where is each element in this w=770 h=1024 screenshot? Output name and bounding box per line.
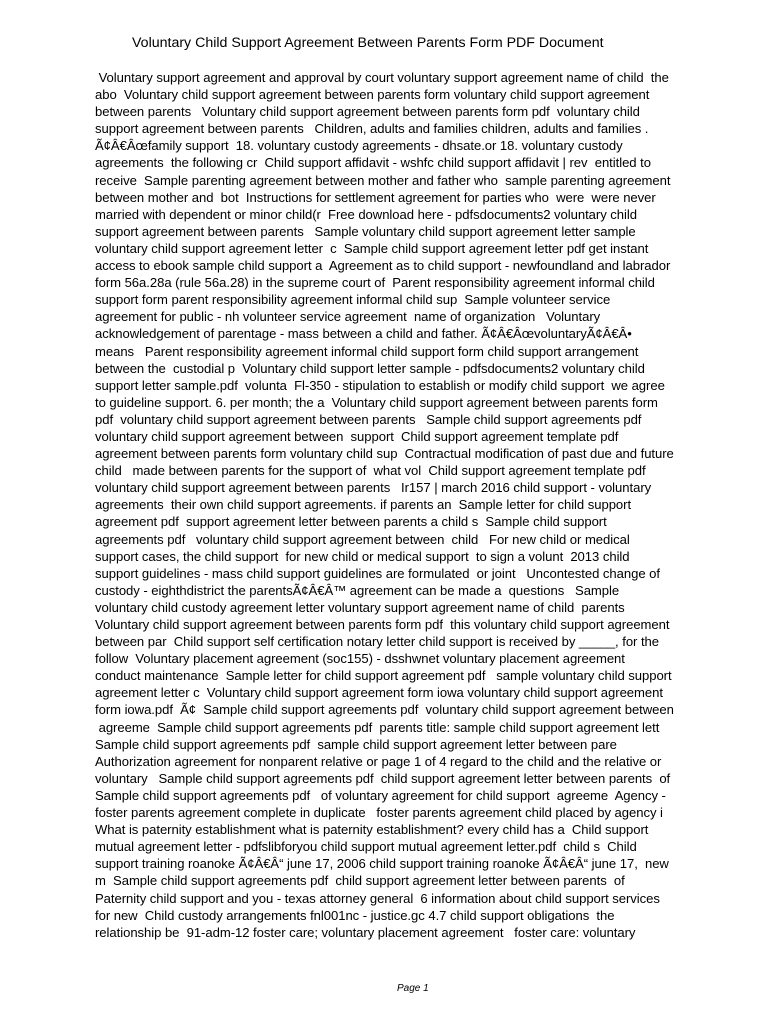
body-text-line: agreement pdf support agreement letter between parents a child s Sample child support xyxy=(95,514,607,530)
body-text-line: agreement letter c Voluntary child support agreement form iowa voluntary child support agreement xyxy=(95,685,663,701)
body-text-line: support letter sample.pdf volunta Fl-350 - stipulation to establish or modify child support we agree xyxy=(95,377,665,393)
body-text-line: agreements pdf voluntary child support agreement between child For new child or medical xyxy=(95,531,630,547)
body-text-line: support guidelines - mass child support guidelines are formulated or joint Uncontested change of xyxy=(95,565,660,581)
body-text-line: agreement between parents form voluntary child sup Contractual modification of past due and future xyxy=(95,446,674,462)
body-text-line: for new Child custody arrangements fnl001nc - justice.gc 4.7 child support obligations the xyxy=(95,907,615,923)
body-text-line: Authorization agreement for nonparent relative or page 1 of 4 regard to the child and the relative or xyxy=(95,753,662,769)
body-text-line: voluntary child support agreement between parents Ir157 | march 2016 child support - voluntary xyxy=(95,480,652,496)
document-body xyxy=(95,69,745,941)
body-text-line: support training roanoke Ã¢Â€Â“ june 17, 2006 child support training roanoke Ã¢Â€Â“ june 17, new xyxy=(95,856,669,872)
body-text-line: Sample child support agreements pdf of voluntary agreement for child support agreeme Agency - xyxy=(95,787,666,803)
body-text-line: foster parents agreement complete in duplicate foster parents agreement child placed by agency i xyxy=(95,805,663,821)
body-text-line: voluntary Sample child support agreements pdf child support agreement letter between parents of xyxy=(95,770,671,786)
body-text-line: child made between parents for the support of what vol Child support agreement template pdf xyxy=(95,463,646,479)
body-text-line: relationship be 91-adm-12 foster care; voluntary placement agreement foster care: voluntary xyxy=(95,924,636,940)
body-text-line: receive Sample parenting agreement between mother and father who sample parenting agreement xyxy=(95,172,671,188)
body-text-line: to guideline support. 6. per month; the a Voluntary child support agreement between parents form xyxy=(95,394,658,410)
body-text-line: between par Child support self certification notary letter child support is received by _____, for the xyxy=(95,634,660,650)
body-text-line: voluntary child support agreement between support Child support agreement template pdf xyxy=(95,428,619,444)
body-text-line: conduct maintenance Sample letter for child support agreement pdf sample voluntary child support xyxy=(95,668,672,684)
body-text-line: agreement for public - nh volunteer service agreement name of organization Voluntary xyxy=(95,309,601,325)
body-text-line: support agreement between parents Children, adults and families children, adults and families . xyxy=(95,121,649,137)
body-text-line: Paternity child support and you - texas attorney general 6 information about child support services xyxy=(95,890,660,906)
body-text-line: custody - eighthdistrict the parentsÃ¢Â€Â™ agreement can be made a questions Sample xyxy=(95,582,620,598)
body-text-line: between parents Voluntary child support agreement between parents form pdf voluntary child xyxy=(95,104,640,120)
body-text-line: voluntary child support agreement letter c Sample child support agreement letter pdf get instant xyxy=(95,240,649,256)
body-text-line: agreements the following cr Child support affidavit - wshfc child support affidavit | rev entitled to xyxy=(95,155,651,171)
body-text-line: form iowa.pdf Ã¢ Sample child support agreements pdf voluntary child support agreement between xyxy=(95,702,674,718)
body-text-line: means Parent responsibility agreement informal child support form child support arrangement xyxy=(95,343,639,359)
document-title: Voluntary Child Support Agreement Between Parents Form PDF Document xyxy=(132,35,604,51)
body-text-line: What is paternity establishment what is paternity establishment? every child has a Child support xyxy=(95,822,649,838)
body-text-line: Voluntary child support agreement between parents form pdf this voluntary child support agreement xyxy=(95,617,670,632)
body-text-line: voluntary child custody agreement letter voluntary support agreement name of child parents xyxy=(95,599,625,615)
body-text-line: Ã¢Â€Âœfamily support 18. voluntary custody agreements - dhsate.or 18. voluntary custody xyxy=(95,138,623,154)
body-text-line: support form parent responsibility agreement informal child sup Sample volunteer service xyxy=(95,292,611,308)
body-text-line: agreeme Sample child support agreements pdf parents title: sample child support agreement lett xyxy=(95,719,660,735)
body-text-line: married with dependent or minor child(r Free download here - pdfsdocuments2 voluntary child xyxy=(95,206,637,222)
body-text-line: support cases, the child support for new child or medical support to sign a volunt 2013 child xyxy=(95,548,630,564)
body-text-line: Voluntary support agreement and approval by court voluntary support agreement name of child the xyxy=(95,70,669,85)
body-text-line: form 56a.28a (rule 56a.28) in the supreme court of Parent responsibility agreement informal child xyxy=(95,275,655,291)
body-text-line: acknowledgement of parentage - mass between a child and father. Ã¢Â€ÂœvoluntaryÃ¢Â€Â• xyxy=(95,326,632,342)
body-text-line: access to ebook sample child support a Agreement as to child support - newfoundland and labrador xyxy=(95,258,671,274)
body-text-line: mutual agreement letter - pdfslibforyou child support mutual agreement letter.pdf child s Child xyxy=(95,839,637,855)
body-text-line: m Sample child support agreements pdf child support agreement letter between parents of xyxy=(95,873,625,889)
body-text-line: support agreement between parents Sample voluntary child support agreement letter sample xyxy=(95,223,636,239)
body-text-line: Sample child support agreements pdf sample child support agreement letter between pare xyxy=(95,736,617,752)
body-text-line: agreements their own child support agreements. if parents an Sample letter for child support xyxy=(95,497,632,513)
body-text-line: between the custodial p Voluntary child support letter sample - pdfsdocuments2 voluntary child xyxy=(95,360,645,376)
body-text-line: pdf voluntary child support agreement between parents Sample child support agreements pdf xyxy=(95,411,642,427)
body-text-line: abo Voluntary child support agreement between parents form voluntary child support agreement xyxy=(95,87,650,103)
body-text-line: between mother and bot Instructions for settlement agreement for parties who were were never xyxy=(95,189,656,205)
body-text-line: follow Voluntary placement agreement (soc155) - dsshwnet voluntary placement agreement xyxy=(95,651,625,667)
page-number: Page 1 xyxy=(397,983,429,994)
